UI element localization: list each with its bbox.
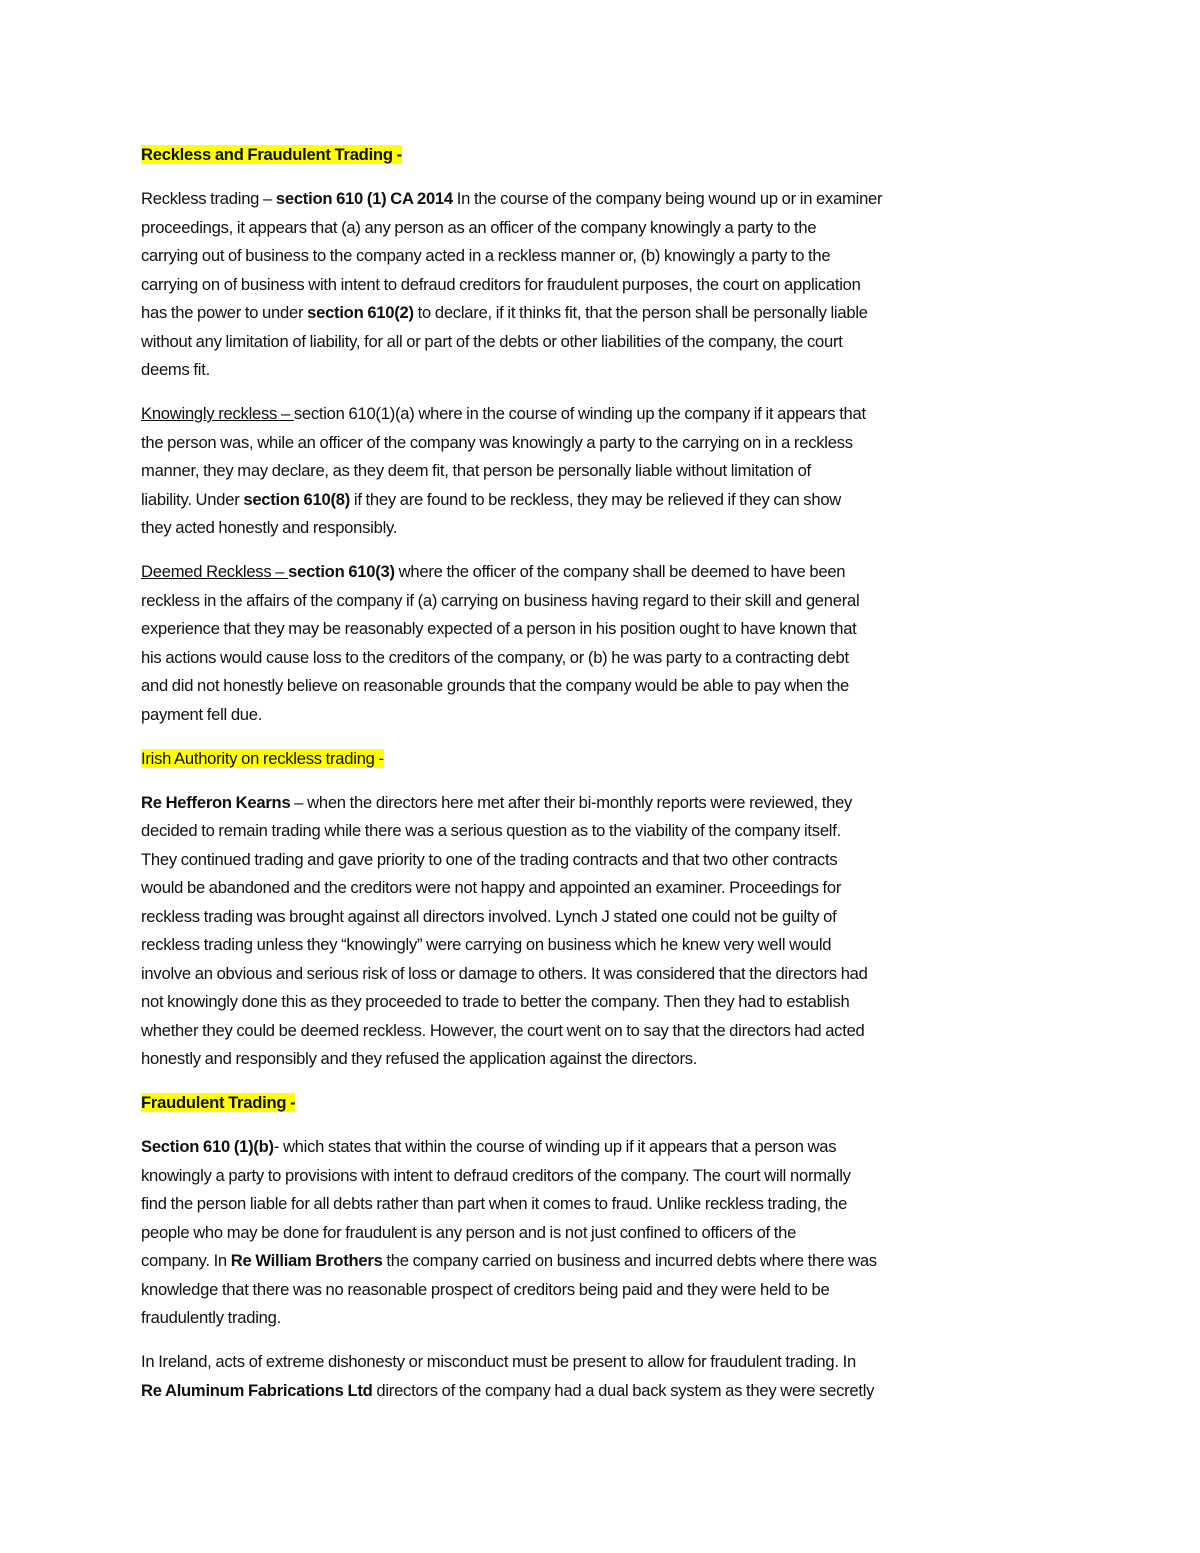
- paragraph: [141, 789, 1071, 1074]
- bold-text: section 610(8): [243, 489, 351, 509]
- text-line: [141, 1219, 1071, 1248]
- text-line: [141, 1017, 1071, 1046]
- text-run: proceedings, it appears that (a) any person as an officer of the company knowingly a party to the: [141, 217, 817, 237]
- text-run: involve an obvious and serious risk of loss or damage to others. It was considered that the directors had: [141, 963, 868, 983]
- text-run: Reckless trading –: [141, 189, 276, 208]
- text-line: [141, 242, 1071, 271]
- text-run: In Ireland, acts of extreme dishonesty or misconduct must be present to allow for fraudulent trading. In: [141, 1352, 856, 1371]
- underlined-text: Deemed Reckless –: [141, 562, 289, 581]
- text-run: honestly and responsibly and they refused the application against the directors.: [141, 1049, 698, 1068]
- bold-text: Re William Brothers: [230, 1251, 383, 1270]
- text-run: and did not honestly believe on reasonable grounds that the company would be able to pay when the: [141, 676, 850, 695]
- text-run: company. In: [141, 1251, 231, 1270]
- text-line: [141, 1304, 1071, 1333]
- text-run: reckless trading was brought against all directors involved. Lynch J stated one could not be guilty of: [141, 906, 837, 926]
- text-run: carrying on of business with intent to defraud creditors for fraudulent purposes, the court on application: [141, 274, 861, 294]
- text-run: reckless trading unless they “knowingly” were carrying on business which he knew very well would: [141, 935, 832, 954]
- bold-text: section 610 (1) CA 2014: [275, 189, 453, 208]
- text-run: They continued trading and gave priority to one of the trading contracts and that two other contracts: [141, 849, 838, 869]
- text-line: [141, 400, 1071, 429]
- paragraph: [141, 400, 1071, 543]
- text-run: payment fell due.: [141, 704, 263, 724]
- bold-text: Re Hefferon Kearns: [141, 792, 291, 812]
- text-run: where the officer of the company shall be deemed to have been: [394, 562, 846, 581]
- bold-text: section 610(3): [288, 562, 395, 581]
- text-line: [141, 558, 1071, 587]
- text-line: [141, 486, 1071, 515]
- paragraph: [141, 1133, 1071, 1333]
- text-line: [141, 874, 1071, 903]
- text-line: [141, 931, 1071, 960]
- text-run: has the power to under: [141, 303, 308, 322]
- text-line: [141, 1190, 1071, 1219]
- text-run: the company carried on business and incurred debts where there was: [382, 1251, 877, 1270]
- text-run: without any limitation of liability, for all or part of the debts or other liabilities of the company, the court: [141, 331, 843, 351]
- text-line: [141, 299, 1071, 328]
- highlighted-text: Reckless and Fraudulent Trading -: [141, 145, 402, 164]
- text-line: [141, 185, 1071, 214]
- text-run: directors of the company had a dual back system as they were secretly: [372, 1380, 875, 1400]
- highlighted-text: Fraudulent Trading -: [141, 1093, 296, 1112]
- bold-text: section 610(2): [307, 303, 414, 322]
- text-run: knowingly a party to provisions with intent to defraud creditors of the company. The court will normally: [141, 1165, 851, 1185]
- text-run: people who may be done for fraudulent is any person and is not just confined to officers of the: [141, 1222, 797, 1242]
- text-line: [141, 587, 1071, 616]
- text-line: [141, 1045, 1071, 1074]
- text-line: [141, 960, 1071, 989]
- text-run: not knowingly done this as they proceeded to trade to better the company. Then they had to establish: [141, 992, 850, 1011]
- bold-text: Re Aluminum Fabrications Ltd: [141, 1380, 373, 1400]
- text-line: [141, 745, 1071, 774]
- text-run: fraudulently trading.: [141, 1308, 281, 1327]
- paragraph: [141, 185, 1071, 385]
- text-line: [141, 1348, 1071, 1377]
- text-run: if they are found to be reckless, they may be relieved if they can show: [350, 489, 842, 509]
- text-line: [141, 271, 1071, 300]
- text-run: section 610(1)(a) where in the course of winding up the company if it appears that: [293, 404, 866, 423]
- text-line: [141, 1089, 1071, 1118]
- text-line: [141, 988, 1071, 1017]
- text-run: reckless in the affairs of the company if (a) carrying on business having regard to their skill and general: [141, 590, 860, 610]
- text-run: his actions would cause loss to the creditors of the company, or (b) he was party to a contracting debt: [141, 647, 849, 667]
- text-run: knowledge that there was no reasonable prospect of creditors being paid and they were held to be: [141, 1279, 830, 1299]
- text-line: [141, 457, 1071, 486]
- text-line: [141, 1377, 1071, 1406]
- text-run: experience that they may be reasonably expected of a person in his position ought to have known that: [141, 619, 857, 638]
- text-run: manner, they may declare, as they deem fit, that person be personally liable without limitation of: [141, 461, 811, 480]
- underlined-text: Knowingly reckless –: [141, 404, 294, 423]
- text-run: carrying out of business to the company acted in a reckless manner or, (b) knowingly a party to the: [141, 246, 831, 265]
- text-line: [141, 328, 1071, 357]
- section-heading: [141, 745, 1071, 774]
- text-line: [141, 1247, 1071, 1276]
- text-line: [141, 701, 1071, 730]
- text-run: liability. Under: [141, 489, 244, 509]
- text-line: [141, 672, 1071, 701]
- paragraph: [141, 558, 1071, 729]
- text-run: to declare, if it thinks fit, that the person shall be personally liable: [413, 303, 868, 322]
- text-line: [141, 1276, 1071, 1305]
- text-line: [141, 141, 1071, 170]
- text-line: [141, 356, 1071, 385]
- text-run: the person was, while an officer of the company was knowingly a party to the carrying on in a reckless: [141, 432, 853, 452]
- text-line: [141, 644, 1071, 673]
- text-run: deems fit.: [141, 360, 210, 379]
- text-run: whether they could be deemed reckless. However, the court went on to say that the directors had acted: [141, 1020, 865, 1040]
- highlighted-text: Irish Authority on reckless trading -: [141, 748, 384, 768]
- text-line: [141, 1133, 1071, 1162]
- section-heading: [141, 1089, 1071, 1118]
- paragraph: [141, 1348, 1071, 1405]
- bold-text: Section 610 (1)(b): [141, 1137, 274, 1156]
- section-heading: [141, 141, 1071, 170]
- text-line: [141, 429, 1071, 458]
- text-line: [141, 846, 1071, 875]
- text-line: [141, 1162, 1071, 1191]
- text-run: In the course of the company being wound up or in examiner: [452, 189, 883, 208]
- text-line: [141, 817, 1071, 846]
- text-line: [141, 903, 1071, 932]
- text-run: decided to remain trading while there was a serious question as to the viability of the company itself.: [141, 821, 841, 840]
- text-run: - which states that within the course of winding up if it appears that a person was: [273, 1137, 837, 1156]
- text-line: [141, 514, 1071, 543]
- text-line: [141, 789, 1071, 818]
- text-run: they acted honestly and responsibly.: [141, 518, 398, 537]
- text-line: [141, 214, 1071, 243]
- text-run: would be abandoned and the creditors were not happy and appointed an examiner. Proceedings for: [141, 878, 842, 897]
- document-page: [141, 141, 1071, 1421]
- text-run: find the person liable for all debts rather than part when it comes to fraud. Unlike reckless trading, the: [141, 1194, 848, 1213]
- text-run: – when the directors here met after their bi-monthly reports were reviewed, they: [290, 792, 853, 812]
- text-line: [141, 615, 1071, 644]
